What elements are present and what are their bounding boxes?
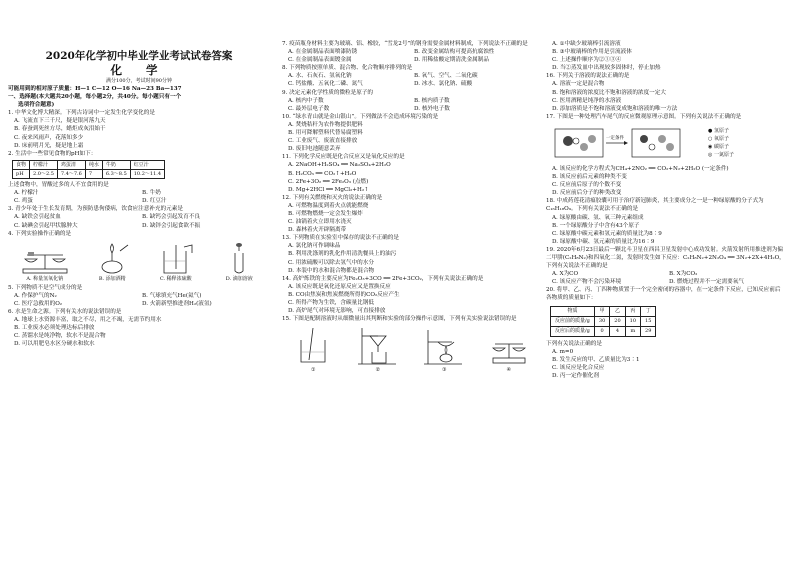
option: C. 上述操作顺序为②①③④ <box>552 57 622 64</box>
option: A. ①中缺少玻璃棒引流溶液 <box>552 41 621 47</box>
question-5: 5. 下列物质不是空气成分的是 <box>8 284 83 291</box>
option-row <box>8 222 270 230</box>
balance-icon <box>489 326 529 366</box>
evaporating-dish-icon <box>422 326 466 366</box>
option: A. 可燃物温度到着火点就能燃烧 <box>288 202 369 209</box>
question-20-stem: 下列有关说法正确的是 <box>546 340 602 347</box>
option: D. 添加溶质是不饱和溶液变成饱和溶液的唯一方法 <box>552 105 678 112</box>
option: D. 可以用肥皂水区分硬水和软水 <box>14 341 95 348</box>
beaker-icon <box>154 243 198 275</box>
option-row <box>282 72 540 80</box>
option-row <box>282 80 540 88</box>
question-6: 6. 水是生命之源。下列有关水的说法错误的是 <box>8 308 122 315</box>
question-4: 4. 下列实验操作正确的是 <box>8 230 72 237</box>
option: B. 缺钙会引起发育不良 <box>142 214 201 221</box>
option: C. 该反应产物不会污染环境 <box>552 279 622 286</box>
option: A. 飞流直下三千尺，疑是银河落九天 <box>14 118 106 125</box>
table-cell: pH <box>13 169 30 178</box>
table-cell: 纯水 <box>85 160 102 169</box>
option-row <box>282 48 540 56</box>
option-row <box>546 270 786 278</box>
option: D. Mg+2HCl ══ MgCl₂+H₂↑ <box>288 186 369 193</box>
option: C. 医疗急救用的O₂ <box>14 300 63 307</box>
atomic-masses: 可能用到的相对原子质量：H—1 C—12 O—16 Na—23 Ba—137 <box>8 86 182 92</box>
figure-d <box>219 243 259 283</box>
table-cell: 食物 <box>13 160 30 169</box>
figure-c <box>154 243 198 283</box>
figure-caption: ① <box>311 367 316 374</box>
table-cell: 7 <box>85 169 102 178</box>
exam-meta: 满分100分，考试时间90分钟 <box>106 78 172 84</box>
table-cell: 鸡蛋清 <box>57 160 85 169</box>
ph-table <box>12 160 165 179</box>
option: D. 床前明月光，疑是地上霜 <box>14 142 84 149</box>
option: B. 饱和溶液的浓度比不饱和溶液的浓度一定大 <box>552 89 666 96</box>
mass-table <box>550 306 656 337</box>
option: D. 核外电子数 <box>414 105 450 112</box>
option: D. 本装中的水和混合物都是混合物 <box>288 267 375 274</box>
table-row <box>551 306 656 316</box>
option: D. 用稀盐酸定期清洗金属制品 <box>414 57 489 64</box>
option: A. 柠檬汁 <box>14 190 39 197</box>
option: B. 气球填充气He(氦气) <box>142 292 202 299</box>
legend-item: ○ 氧原子 <box>708 135 729 142</box>
option: A. 焚烧秸秆为农作物提供肥料 <box>288 121 363 128</box>
option: C. 所得产物为生铁，含碳量比钢低 <box>288 300 374 306</box>
reaction-diagram <box>554 123 786 163</box>
option: B. 一个绿原酸分子中含有43个原子 <box>552 222 640 229</box>
option: A. 2NaOH+H₂SO₄ ══ Na₂SO₄+2H₂O <box>288 162 391 169</box>
table-cell: 丙 <box>625 306 640 316</box>
question-20: 20. 将甲、乙、丙、丁四种物质置于一个完全密闭的容器中，在一定条件下反应，已知反应前后各物质的质量如下： <box>546 287 781 302</box>
table-cell: 29 <box>641 326 656 336</box>
option: A. 绿原酸由碳、氢、氧三种元素组成 <box>552 214 644 221</box>
option: C. 2Fe+3O₂ ══ 2Fe₂O₃ (点燃) <box>288 178 369 185</box>
molecule-reaction-diagram <box>554 125 704 161</box>
section-heading: 一、选择题(本大题共20小题，每小题2分，共40分。每小题只有一个 <box>8 94 182 101</box>
option: A. 地球上水资源丰富，取之不尽，用之不竭，无需节约用水 <box>14 317 162 324</box>
option-row <box>8 213 270 221</box>
table-cell: 乙 <box>610 306 625 316</box>
table-row <box>551 316 656 326</box>
alcohol-lamp-icon <box>92 243 132 275</box>
table-cell: 10.2～11.4 <box>130 169 164 178</box>
figure-b <box>92 243 132 283</box>
figure-2 <box>356 326 400 374</box>
option: A. 溶液一定是混合物 <box>552 81 605 88</box>
option: B. 氧气、空气、二氧化碳 <box>414 73 478 80</box>
question-2: 2. 生活中一些常见食物的pH如下： <box>8 150 97 157</box>
subject-title: 化 学 <box>110 63 168 77</box>
filter-stand-icon <box>356 326 400 366</box>
table-cell: 10 <box>625 316 640 326</box>
option: C. 医用酒精是纯净的水溶液 <box>552 97 622 104</box>
option: D. 火箭新型推进剂H₂(液氢) <box>142 300 212 307</box>
option: A. 氯化钠可作调味品 <box>288 243 341 250</box>
figure-caption: A. 称量氢氧化钠 <box>26 275 64 282</box>
option: A. m=0 <box>552 348 574 355</box>
table-cell: 30 <box>594 316 609 326</box>
table-cell: 0 <box>594 326 609 336</box>
table-cell: 6.3～8.5 <box>102 169 130 178</box>
option-row <box>8 197 270 205</box>
figure-caption: ④ <box>506 367 511 374</box>
option: C. 缺碘会引起甲状腺肿大 <box>14 222 78 229</box>
option: A. X为CO <box>552 271 579 278</box>
figure-a <box>19 243 71 283</box>
option: B. 可燃物燃烧一定会发生爆炸 <box>288 210 363 217</box>
option: C. 夜来风雨声，花落知多少 <box>14 134 84 141</box>
table-row <box>13 169 165 178</box>
option: B. 春蚕到死丝方尽，蜡炬成灰泪始干 <box>14 126 106 133</box>
exam-title: 2020年化学初中毕业学业考试试卷答案 <box>45 50 233 62</box>
option-row <box>282 56 540 64</box>
option: A. 缺铁会引起贫血 <box>14 214 61 221</box>
option: B. H₂CO₃ ══ CO₂↑+H₂O <box>288 170 357 177</box>
legend-item: ● 氢原子 <box>708 127 729 134</box>
question-1: 1. 中华文化博大精深。下列古诗词中一定发生化学变化的是 <box>8 110 155 117</box>
table-cell: 柠檬汁 <box>30 160 58 169</box>
beaker-stir-icon <box>293 326 333 366</box>
legend-item: ◎ 一氮原子 <box>708 151 734 158</box>
table-row <box>551 326 656 336</box>
figure-caption: ② <box>375 367 380 374</box>
table-cell: 红豆汁 <box>130 160 164 169</box>
option-row <box>546 278 786 286</box>
option: C. 鸡蛋 <box>14 198 33 205</box>
question-8: 8. 下列物质按照单质、混合物、化合物顺序排列的是 <box>282 65 413 72</box>
option-row <box>8 292 270 300</box>
molecule-legend <box>708 127 734 159</box>
option-row <box>282 105 540 113</box>
option-row <box>8 300 270 308</box>
table-cell: 甲 <box>594 306 609 316</box>
question-11: 11. 下列化学反应既是化合反应又是氧化反应的是 <box>282 154 405 161</box>
table-cell: 牛奶 <box>102 160 130 169</box>
question-19: 19. 2020年6月23日最后一颗北斗卫星在西昌卫星发射中心成功发射。火箭发射所用推进剂为偏二甲肼(C₂H₈N₂)和四氧化二氮，发射时发生如下反应：C₂H₈N₂+2N₂O₄ ══ 3N₂+2X+4H₂O，下列有关说法不正确的是 <box>546 246 785 270</box>
option: D. 燃烧过程并不一定需要氧气 <box>669 279 744 286</box>
legend-item: ◉ 碳原子 <box>708 143 729 150</box>
option: A. 核内中子数 <box>288 97 324 104</box>
option: B. 发生反应的甲、乙质量比为3∶1 <box>552 356 640 363</box>
table-cell: 15 <box>641 316 656 326</box>
table-row <box>13 160 165 169</box>
figure-row <box>8 239 270 283</box>
option: D. 森林着火开辟隔离带 <box>288 227 347 234</box>
question-16: 16. 下列关于溶液的说法正确的是 <box>546 73 630 80</box>
question-17: 17. 下图是一种处理汽车尾气的反应微观原理示意图。下列有关说法不正确的是 <box>546 113 742 120</box>
option: C. 最外层电子数 <box>288 105 330 112</box>
figure-caption: ③ <box>442 367 447 374</box>
table-cell: 物质 <box>551 306 595 316</box>
figure-caption: D. 滴加溶液 <box>225 275 253 282</box>
table-cell: 20 <box>610 316 625 326</box>
question-3: 3. 青少年处于生长发育期，为预防患佝偻病，饮食应注意补充的元素是 <box>8 206 183 213</box>
reaction-condition: 一定条件 <box>606 135 624 141</box>
option: A. 在金属制品表面喷漆防锈 <box>288 49 358 56</box>
column-3 <box>546 40 786 380</box>
question-7: 7. 疫苗瓶身材料主要为玻璃、铝、橡胶，“雪龙2号”的钢身需要金属材料制成，下列说法不正确的是 <box>282 41 528 47</box>
column-1 <box>8 38 270 348</box>
question-10: 10. “绿水青山就是金山银山”。下列做法不会造成环境污染的是 <box>282 113 439 120</box>
table-cell: m <box>625 326 640 336</box>
option: B. 核内质子数 <box>414 97 450 104</box>
figure-1 <box>293 326 333 374</box>
option: A. 该反应的化学方程式为CH₄+2NO₂ ══ CO₂+N₂+2H₂O (一定条件) <box>552 165 729 172</box>
question-9: 9. 决定元素化学性质的微粒是原子的 <box>282 89 374 96</box>
table-cell: 2.0～2.5 <box>30 169 58 178</box>
option: B. 用可降解塑料代替易腐塑料 <box>288 130 363 137</box>
option: D. 高炉尾气对环境无影响，可直接排放 <box>288 308 386 315</box>
option: A. 水、石灰石、氢氧化钠 <box>288 73 352 80</box>
option: C. 蒸馏水是纯净物，软水不是混合物 <box>14 333 106 340</box>
figure-caption: C. 稀释浓硫酸 <box>159 275 192 282</box>
option: A. 作保护气的N₂ <box>14 292 57 299</box>
question-13: 13. 下列物质在实验室中保存的说法不正确的是 <box>282 235 399 242</box>
option: D. 缺锌会引起食欲不振 <box>142 222 201 229</box>
table-cell: 丁 <box>641 306 656 316</box>
option: A. 该反应既是氧化还原反应又是置换反应 <box>288 283 391 290</box>
question-2-stem: 上述食物中，胃酸过多的人不宜食用的是 <box>8 182 109 189</box>
option: D. 冰水、氯化钠、硫酸 <box>414 81 473 88</box>
table-cell: 反应后的质量/g <box>551 326 595 336</box>
balance-icon <box>19 243 71 275</box>
option: D. 当②蒸发皿中出现较多固体时，停止加热 <box>552 65 661 72</box>
option: C. 用浓硫酸可以除去氢气中的水分 <box>288 259 374 266</box>
option: D. 反应前后分子的种类改变 <box>552 190 622 197</box>
option: B. CO由焦炭和焦炭燃烧所得的CO₂反应产生 <box>288 291 400 298</box>
option: B. 利用洗涤剂的乳化作用清洗餐具上的油污 <box>288 251 397 258</box>
option-row <box>282 97 540 105</box>
table-cell: 4 <box>610 326 625 336</box>
option: C. 钙盐酸、五氧化二磷、氮气 <box>288 81 363 88</box>
option-row <box>8 189 270 197</box>
option: D. 丙一定作催化剂 <box>552 372 599 379</box>
option: C. 该反应是化合反应 <box>552 364 605 371</box>
option: B. 牛奶 <box>142 190 161 197</box>
option: C. 绿原酸中碳元素和氢元素的质量比为8∶9 <box>552 230 662 237</box>
option: C. 油锅着火立即用水浇灭 <box>288 219 352 226</box>
table-cell: 反应前的质量/g <box>551 316 595 326</box>
option: B. 改变金属结构可提高抗腐蚀性 <box>414 49 495 56</box>
table-cell: 7.4～7.6 <box>57 169 85 178</box>
question-12: 12. 下列有关燃烧和灭火的说法正确的是 <box>282 194 383 201</box>
question-18: 18. 中成药莲花清瘟胶囊可用于治疗新冠肺炎，其主要成分之一是一种绿原酸的分子式为C₁₆H₁₈O₉。下列有关说法不正确的是 <box>546 198 764 213</box>
option: B. 工业废水必须处理达标后排放 <box>14 325 95 332</box>
column-2 <box>282 40 540 375</box>
figure-3 <box>422 326 466 374</box>
figure-4 <box>489 326 529 374</box>
figure-caption: B. 添加酒精 <box>98 275 126 282</box>
option: C. 反应前后原子的个数不变 <box>552 182 622 189</box>
option: D. 废旧电池随意丢弃 <box>288 146 341 153</box>
question-15: 15. 下图是配制溶液时从细微量出其判断和实验的部分操作示意图，下列有关实验说法错误的是 <box>282 316 517 323</box>
test-tube-icon <box>219 243 259 275</box>
option: C. 工业废气、废液直接排放 <box>288 138 358 145</box>
option: D. 绿原酸中碳、氢元素的质量比为16∶9 <box>552 238 655 245</box>
option: B. ③中玻璃棒的作用是引流液体 <box>552 49 632 56</box>
section-heading-cont: 选项符合题意) <box>18 102 55 109</box>
question-14: 14. 高炉炼铁的主要反应为Fe₂O₃+3CO ══ 2Fe+3CO₂，下列有关说法正确的是 <box>282 275 484 282</box>
option: D. 红豆汁 <box>142 198 167 205</box>
option: B. X为CO₂ <box>669 271 698 278</box>
option: C. 在金属制品表面镀金属 <box>288 57 352 64</box>
figure-row <box>282 324 540 374</box>
option: B. 该反应前后元素的种类不变 <box>552 174 627 181</box>
